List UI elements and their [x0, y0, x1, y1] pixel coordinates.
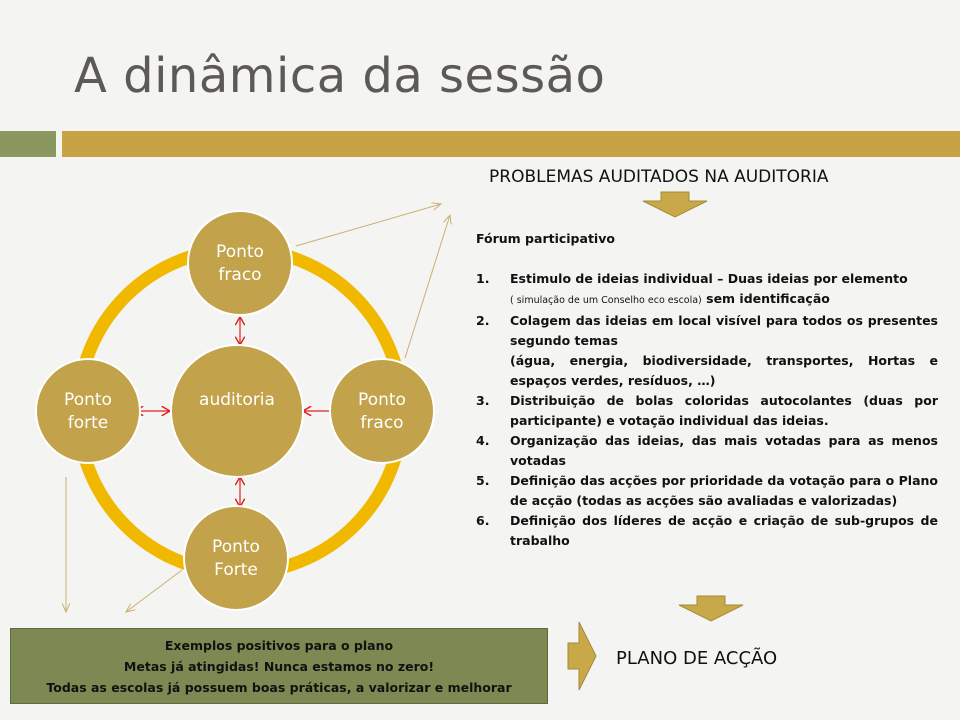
examples-line-2: Metas já atingidas! Nunca estamos no zero!	[123, 659, 435, 674]
connector-arrow-right	[405, 215, 450, 358]
forum-step-number: 6.	[476, 513, 490, 528]
forum-step-2-text: Colagem das ideias em local visível para todos os presentes segundo temas	[510, 313, 938, 348]
node-bottom-line2: Forte	[214, 560, 258, 580]
problems-heading: PROBLEMAS AUDITADOS NA AUDITORIA	[489, 167, 829, 187]
forum-step-text: Definição dos líderes de acção e criação de sub-grupos de trabalho	[510, 513, 938, 548]
forum-step-text: Organização das ideias, das mais votadas para as menos votadas	[510, 433, 938, 468]
forum-step-text	[510, 269, 938, 311]
forum-step-text: Definição das acções por prioridade da votação para o Plano de acção (todas as acções são avaliadas e valorizadas)	[510, 473, 938, 508]
node-right-line1: Ponto	[358, 390, 406, 410]
node-right-line2: fraco	[360, 413, 404, 433]
examples-line-1: Exemplos positivos para o plano	[164, 638, 394, 653]
plan-heading: PLANO DE ACÇÃO	[616, 648, 778, 669]
forum-step-5	[476, 471, 938, 511]
forum-step-number: 1.	[476, 271, 490, 286]
forum-step-4	[476, 431, 938, 471]
node-left-label	[38, 389, 138, 435]
forum-step-number: 4.	[476, 433, 490, 448]
forum-step-1-tail: sem identificação	[701, 291, 830, 306]
forum-step-1-text: Estimulo de ideias individual – Duas ideias por elemento	[510, 271, 908, 286]
node-bottom-label	[186, 536, 286, 582]
node-center-text: auditoria	[199, 390, 275, 410]
forum-step-2	[476, 311, 938, 391]
examples-box	[10, 628, 548, 704]
block-arrow-down-problems	[643, 192, 707, 217]
forum-step-6	[476, 511, 938, 551]
forum-step-2-themes: (água, energia, biodiversidade, transportes, Hortas e espaços verdes, resíduos, …)	[510, 353, 938, 388]
forum-step-number: 5.	[476, 473, 490, 488]
node-top-line1: Ponto	[216, 242, 264, 262]
node-top-line2: fraco	[218, 265, 262, 285]
forum-step-text	[510, 311, 938, 391]
node-bottom-line1: Ponto	[212, 537, 260, 557]
node-right-label	[332, 389, 432, 435]
forum-step-number: 3.	[476, 393, 490, 408]
forum-step-1-note: ( simulação de um Conselho eco escola)	[510, 295, 702, 306]
forum-step-number: 2.	[476, 313, 490, 328]
node-left-line2: forte	[67, 413, 109, 433]
forum-panel	[476, 229, 938, 551]
forum-step-1	[476, 269, 938, 311]
block-arrow-right-plan	[568, 622, 596, 690]
forum-title: Fórum participativo	[476, 231, 615, 246]
forum-step-text: Distribuição de bolas coloridas autocolantes (duas por participante) e votação individual das ideias.	[510, 393, 938, 428]
connector-arrow-top	[296, 204, 441, 246]
forum-step-3	[476, 391, 938, 431]
forum-steps-list	[476, 269, 938, 551]
connector-arrow-bottom	[126, 570, 182, 612]
node-center-label	[187, 389, 287, 412]
node-top-label	[190, 241, 290, 287]
examples-line-3: Todas as escolas já possuem boas práticas, a valorizar e melhorar	[46, 680, 512, 695]
node-left-line1: Ponto	[64, 390, 112, 410]
slide-title: A dinâmica da sessão	[74, 48, 606, 104]
block-arrow-down-plan	[679, 596, 743, 621]
